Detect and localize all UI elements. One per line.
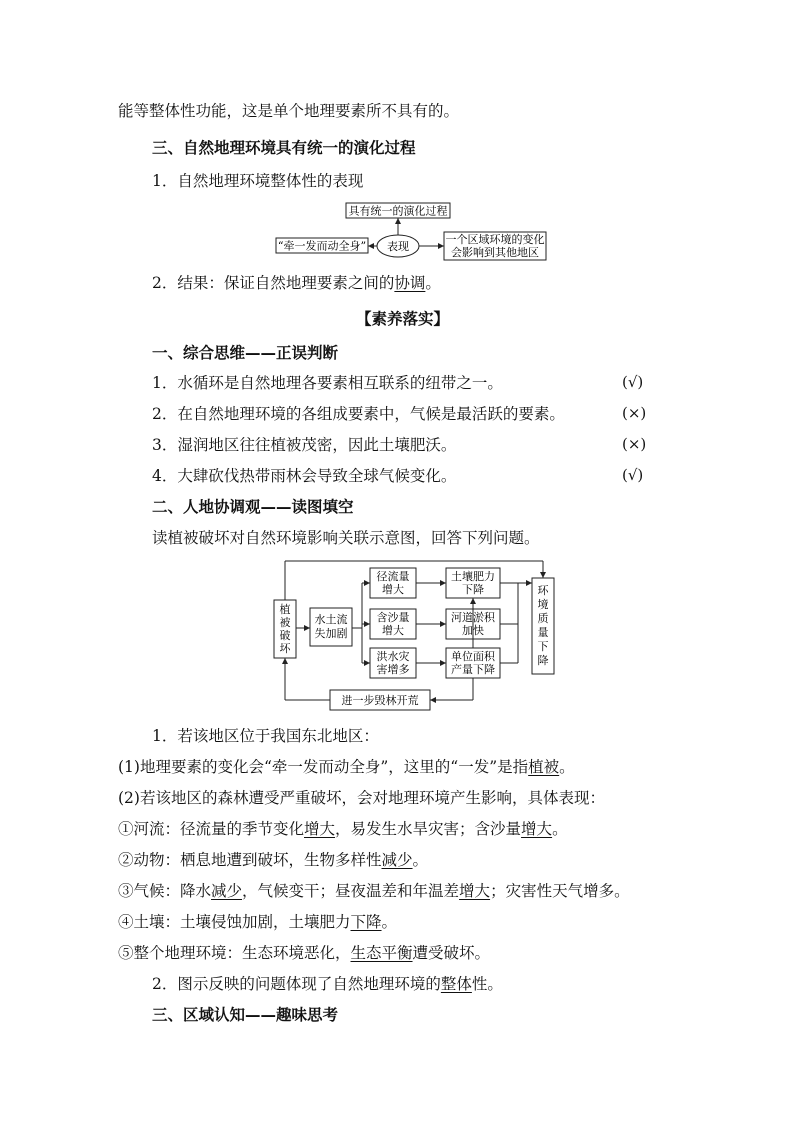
judge-item-2: 2．在自然地理环境的各组成要素中，气候是最活跃的要素。 [152,405,565,423]
svg-text:增大: 增大 [382,583,404,596]
judge-mark-3: (×) [622,435,647,453]
question-1-2: (2)若该地区的森林遭受严重破坏，会对地理环境产生影响，具体表现： [118,789,605,807]
svg-text:境: 境 [537,598,549,611]
part2-heading: 二、人地协调观——读图填空 [152,498,354,516]
svg-text:质: 质 [537,612,549,625]
question-1-1: (1)地理要素的变化会“牵一发而动全身”，这里的“一发”是指植被。 [118,758,575,776]
svg-text:量: 量 [537,626,549,639]
answer-animal: ②动物：栖息地遭到破坏，生物多样性减少。 [118,851,429,869]
judge-mark-4: (√) [622,466,644,484]
judge-item-3: 3．湿润地区往往植被茂密，因此土壤肥沃。 [152,436,457,454]
svg-text:害增多: 害增多 [376,663,410,676]
svg-text:环: 环 [537,584,549,597]
svg-text:坏: 坏 [279,642,291,655]
svg-text:失加剧: 失加剧 [314,627,348,640]
answer-vegetation: 植被 [528,758,560,776]
svg-text:被: 被 [279,616,291,629]
practice-title: 【素养落实】 [356,310,450,328]
diagram1-left-text: “牵一发而动全身” [277,239,367,253]
answer-soil: ④土壤：土壤侵蚀加剧，土壤肥力下降。 [118,913,398,931]
paragraph-tail: 能等整体性功能，这是单个地理要素所不具有的。 [118,102,460,120]
svg-text:径流量: 径流量 [376,570,410,583]
answer-harmony: 协调 [394,274,426,292]
answer-environment: ⑤整个地理环境：生态环境恶化，生态平衡遭受破坏。 [118,944,491,962]
svg-text:增大: 增大 [382,624,404,637]
svg-text:河道淤积: 河道淤积 [451,611,495,624]
svg-text:含沙量: 含沙量 [376,611,410,624]
svg-text:加快: 加快 [462,624,484,637]
judge-mark-2: (×) [622,404,647,422]
diagram1-top-text: 具有统一的演化过程 [348,204,448,218]
vegetation-impact-diagram [270,558,560,716]
svg-text:降: 降 [537,654,549,667]
part3-heading: 三、区域认知——趣味思考 [152,1006,339,1024]
integrity-diagram [274,198,554,264]
answer-river: ①河流：径流量的季节变化增大，易发生水旱灾害；含沙量增大。 [118,820,568,838]
svg-text:产量下降: 产量下降 [451,663,495,676]
judge-mark-1: (√) [622,373,644,391]
svg-text:植: 植 [279,603,291,616]
part1-heading: 一、综合思维——正误判断 [152,344,339,362]
svg-text:单位面积: 单位面积 [451,650,495,663]
svg-text:破: 破 [279,629,291,642]
section3-heading: 三、自然地理环境具有统一的演化过程 [152,139,416,157]
section3-item1: 1．自然地理环境整体性的表现 [152,172,364,190]
svg-text:洪水灾: 洪水灾 [376,650,410,663]
svg-text:下降: 下降 [462,583,484,596]
section3-item2: 2．结果：保证自然地理要素之间的协调。 [152,274,441,292]
question-1: 1．若该地区位于我国东北地区： [152,727,379,745]
svg-text:水土流: 水土流 [314,613,348,626]
svg-text:土壤肥力: 土壤肥力 [451,570,495,583]
judge-item-4: 4．大肆砍伐热带雨林会导致全球气候变化。 [152,467,457,485]
answer-climate: ③气候：降水减少，气候变干；昼夜温差和年温差增大；灾害性天气增多。 [118,882,630,900]
judge-item-1: 1．水循环是自然地理各要素相互联系的纽带之一。 [152,374,503,392]
part2-intro: 读植被破坏对自然环境影响关联示意图，回答下列问题。 [152,529,540,547]
svg-text:下: 下 [537,640,549,653]
diagram1-right-line2: 会影响到其他地区 [451,246,539,259]
diagram1-right-line1: 一个区域环境的变化 [445,233,545,246]
diagram1-center-text: 表现 [387,240,409,253]
question-2: 2．图示反映的问题体现了自然地理环境的整体性。 [152,975,503,993]
svg-text:进一步毁林开荒: 进一步毁林开荒 [341,694,419,707]
